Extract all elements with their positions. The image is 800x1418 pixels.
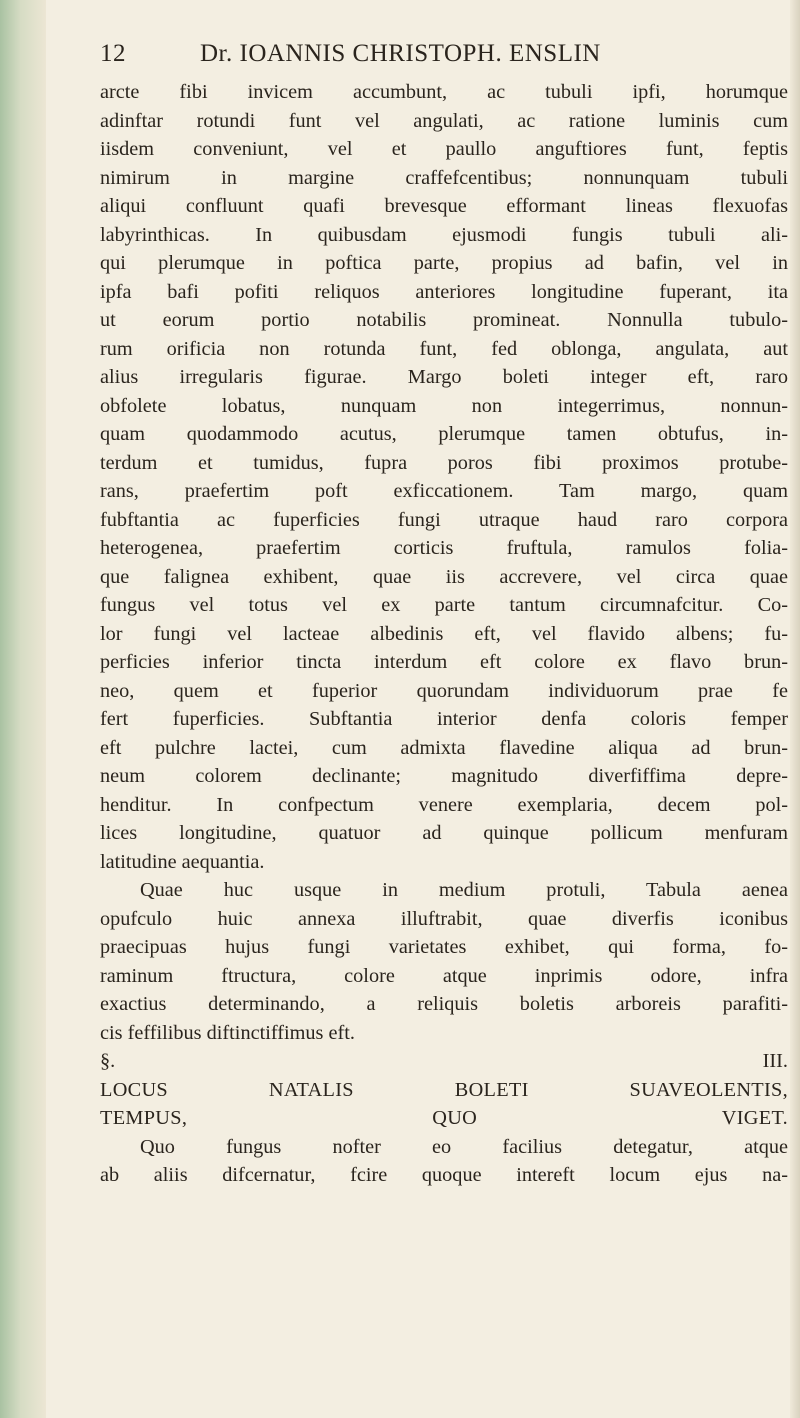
binding-gutter [0, 0, 46, 1418]
text-line: quam quodammodo acutus, plerumque tamen obtufus, in- [100, 423, 788, 445]
text-line: praecipuas hujus fungi varietates exhibet, qui forma, fo- [100, 936, 788, 958]
text-line: exactius determinando, a reliquis boletis arboreis parafiti- [100, 993, 788, 1015]
text-line: rans, praefertim poft exficcationem. Tam margo, quam [100, 480, 788, 502]
text-line: aliqui confluunt quafi brevesque efformant lineas flexuofas [100, 195, 788, 217]
paragraph-1 [100, 78, 788, 876]
text-line: lor fungi vel lacteae albedinis eft, vel flavido albens; fu- [100, 622, 788, 645]
text-line: lices longitudine, quatuor ad quinque pollicum menfuram [100, 822, 788, 844]
book-page [100, 40, 788, 1190]
text-line: Quo fungus nofter eo facilius detegatur, atque [140, 1135, 788, 1158]
text-line: arcte fibi invicem accumbunt, ac tubuli ipfi, horumque [100, 81, 788, 103]
page-edge [790, 0, 800, 1418]
text-line: perficies inferior tincta interdum eft colore ex flavo brun- [100, 651, 788, 673]
text-line: raminum ftructura, colore atque inprimis odore, infra [100, 964, 788, 987]
text-line: opufculo huic annexa illuftrabit, quae diverfis iconibus [100, 907, 788, 930]
text-line: labyrinthicas. In quibusdam ejusmodi fungis tubuli ali- [100, 223, 788, 246]
text-line: que falignea exhibent, quae iis accrevere, vel circa quae [100, 565, 788, 588]
text-line: fubftantia ac fuperficies fungi utraque haud raro corpora [100, 508, 788, 531]
text-line: heterogenea, praefertim corticis fruftula, ramulos folia- [100, 537, 788, 559]
text-line: latitudine aequantia. [100, 850, 265, 873]
text-line: fert fuperficies. Subftantia interior denfa coloris femper [100, 708, 788, 730]
paragraph-2 [100, 876, 788, 1047]
text-line: cis feffilibus diftinctiffimus eft. [100, 1021, 355, 1044]
text-line: obfolete lobatus, nunquam non integerrimus, nonnun- [100, 394, 788, 417]
text-line: rum orificia non rotunda funt, fed oblonga, angulata, aut [100, 337, 788, 360]
page-number: 12 [100, 40, 126, 67]
text-line: ipfa bafi pofiti reliquos anteriores longitudine fuperant, ita [100, 280, 788, 303]
text-line: alius irregularis figurae. Margo boleti integer eft, raro [100, 366, 788, 388]
text-line: ut eorum portio notabilis promineat. Nonnulla tubulo- [100, 309, 788, 331]
running-head [100, 40, 788, 68]
text-line: iisdem conveniunt, vel et paullo anguftiores funt, feptis [100, 138, 788, 160]
running-title: Dr. IOANNIS CHRISTOPH. ENSLIN [200, 40, 601, 67]
text-line: neum colorem declinante; magnitudo diverfiffima depre- [100, 765, 788, 787]
text-line: ab aliis difcernatur, fcire quoque intereft locum ejus na- [100, 1164, 788, 1186]
text-line: adinftar rotundi funt vel angulati, ac ratione luminis cum [100, 109, 788, 132]
section-title-line-2: TEMPUS, QUO VIGET. [100, 1107, 788, 1129]
text-line: qui plerumque in poftica parte, propius ad bafin, vel in [100, 252, 788, 274]
section-title-line-1: LOCUS NATALIS BOLETI SUAVEOLENTIS, [100, 1078, 788, 1101]
text-line: henditur. In confpectum venere exemplaria, decem pol- [100, 793, 788, 816]
text-line: Quae huc usque in medium protuli, Tabula aenea [140, 879, 788, 901]
text-line: fungus vel totus vel ex parte tantum circumnafcitur. Co- [100, 594, 788, 616]
body-text [100, 78, 788, 1190]
section-number: §. III. [100, 1050, 788, 1072]
text-line: neo, quem et fuperior quorundam individuorum prae fe [100, 679, 788, 702]
text-line: nimirum in margine craffefcentibus; nonnunquam tubuli [100, 166, 788, 189]
text-line: eft pulchre lactei, cum admixta flavedine aliqua ad brun- [100, 736, 788, 759]
text-line: terdum et tumidus, fupra poros fibi proximos protube- [100, 451, 788, 474]
paragraph-3 [100, 1133, 788, 1190]
